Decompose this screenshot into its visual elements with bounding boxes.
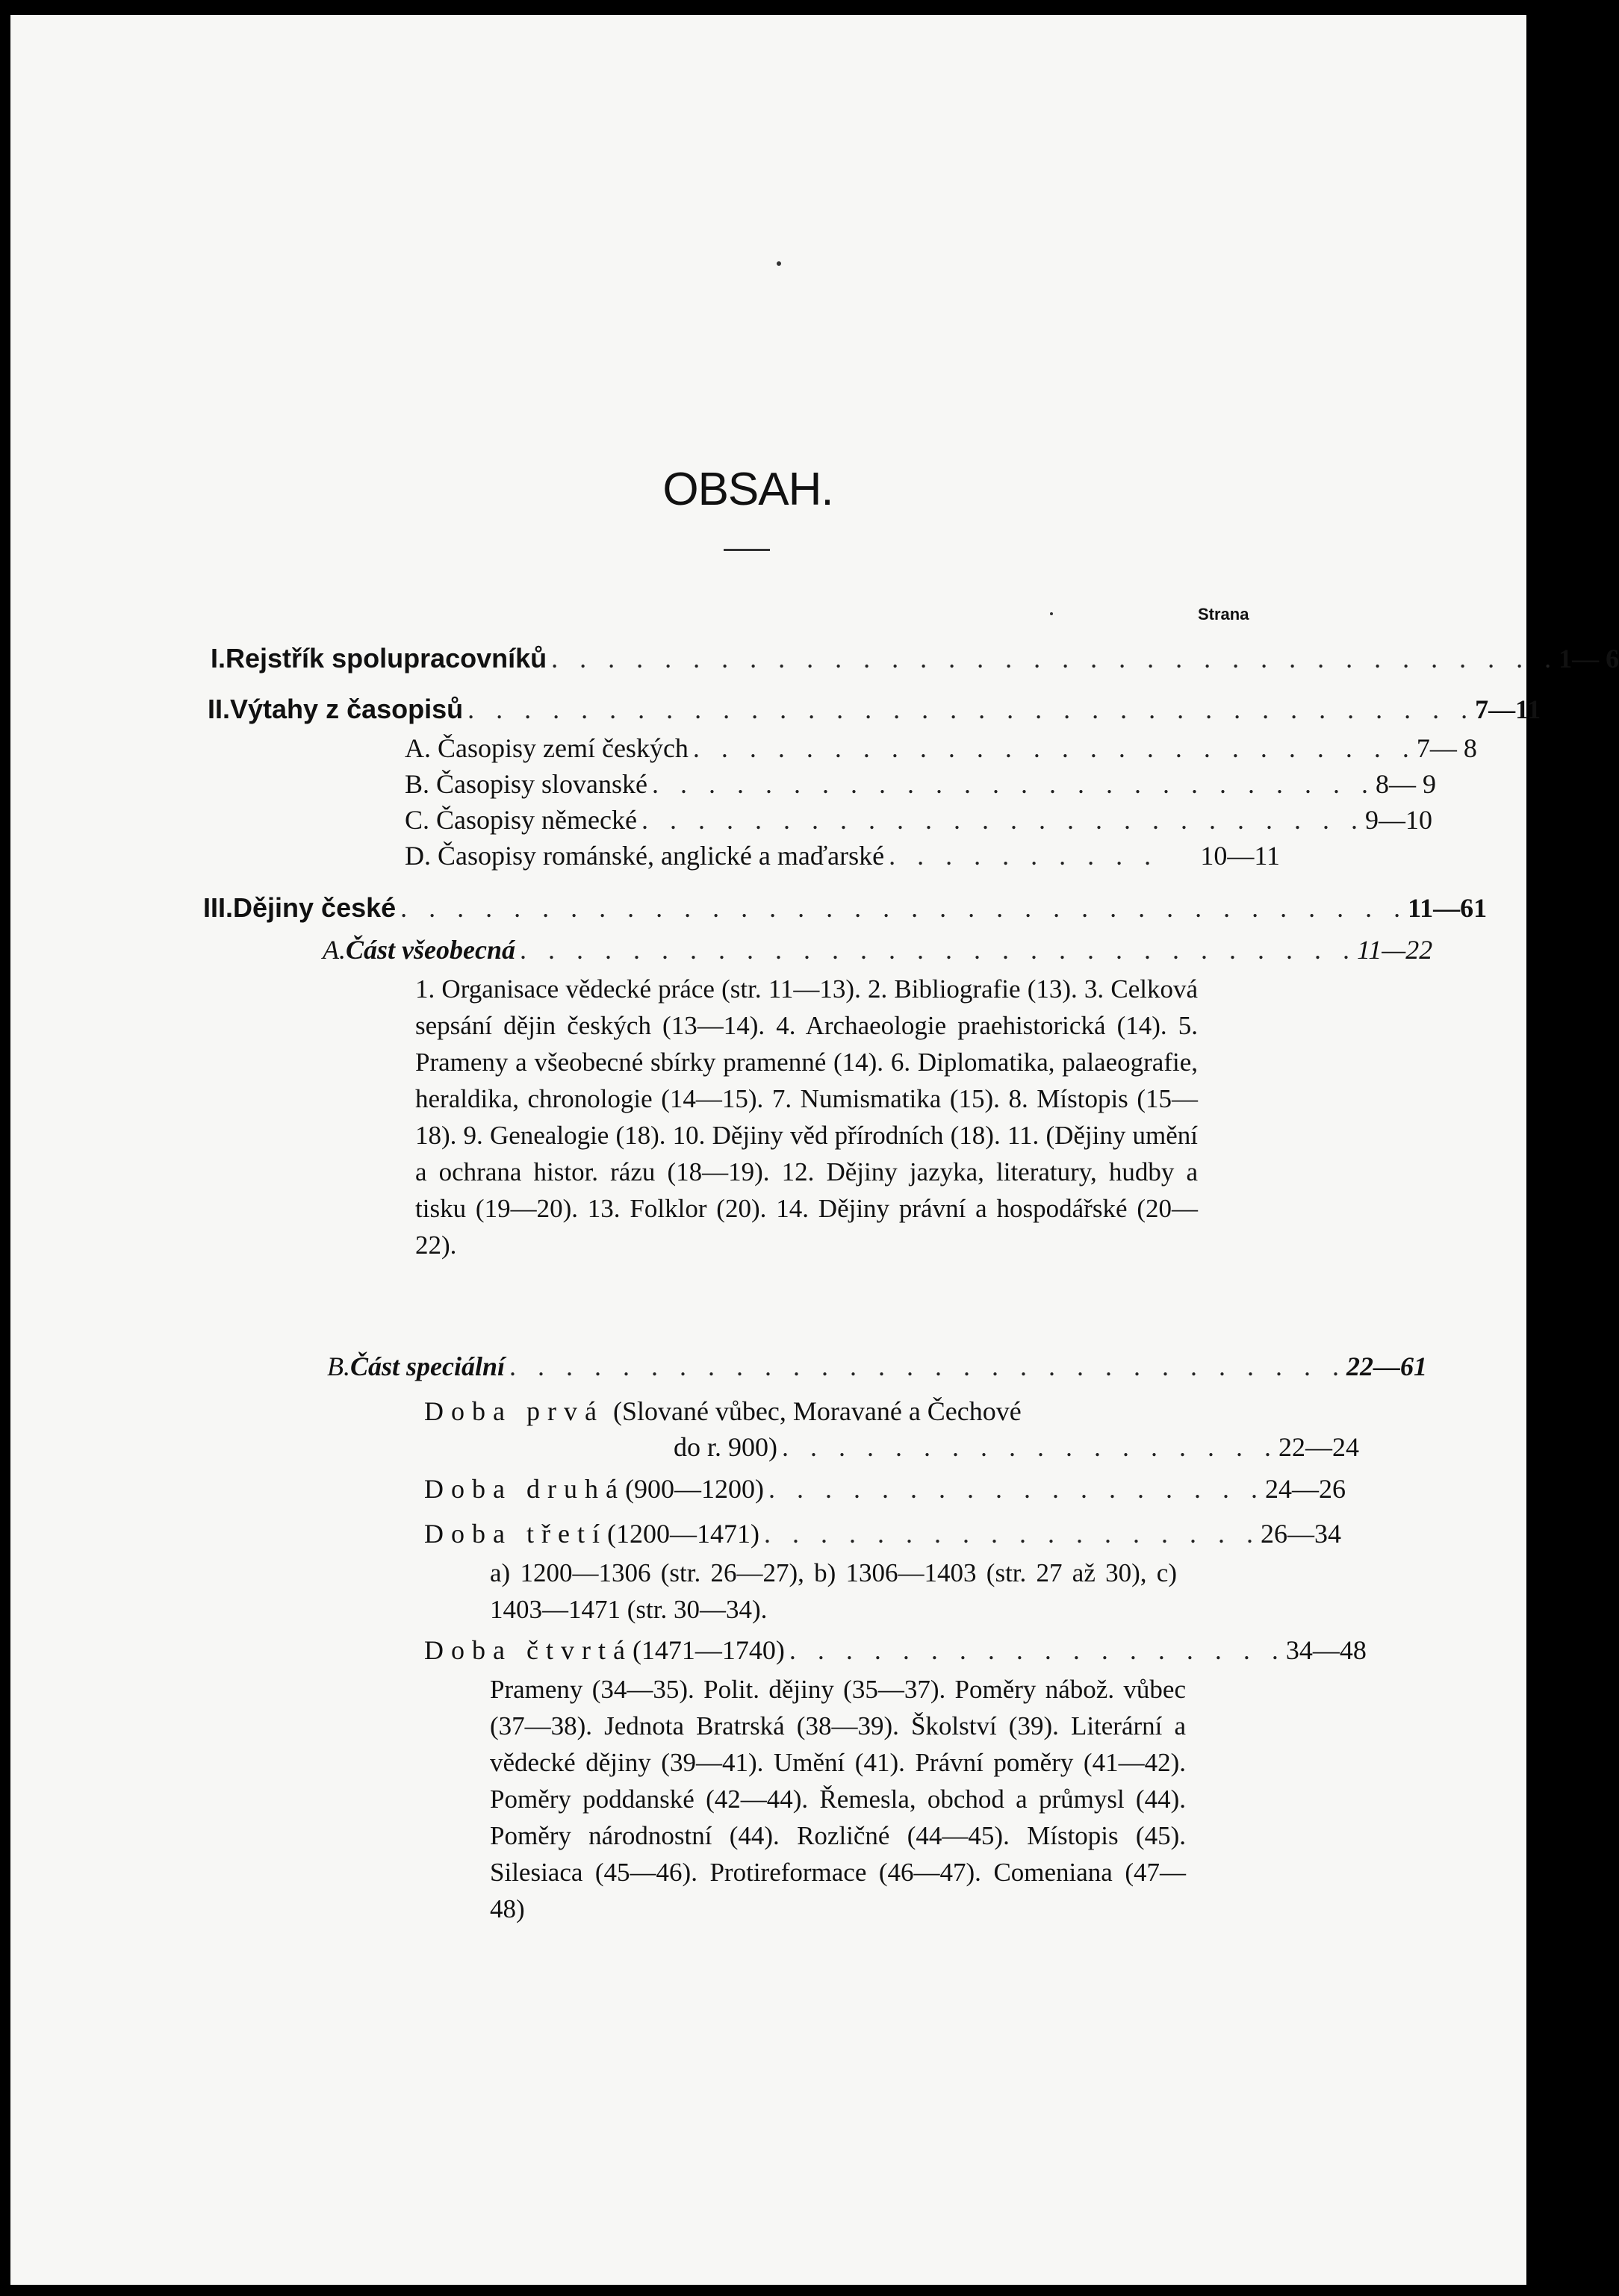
dot-leader: . . . . . . . . . . bbox=[889, 841, 1159, 871]
part-label: Část všeobecná bbox=[346, 935, 515, 965]
page-range: 9—10 bbox=[1364, 805, 1432, 835]
dot-leader: . . . . . . . . . . . . . . . . . . bbox=[789, 1635, 1286, 1665]
page-range: 26—34 bbox=[1260, 1519, 1341, 1549]
subentry-label: D. Časopisy románské, anglické a maďarské bbox=[405, 841, 885, 871]
period-1-line-1[interactable] bbox=[424, 1393, 1287, 1429]
subentry-label: C. Časopisy německé bbox=[405, 805, 637, 835]
toc-subentry-B[interactable] bbox=[405, 766, 1437, 802]
dot-leader: . . . . . . . . . . . . . . . . . . . . . . . . . . . . . . . . . . . . bbox=[400, 893, 1408, 923]
toc-subentry-D[interactable] bbox=[405, 838, 1280, 874]
period-description: (1200—1471) bbox=[606, 1519, 759, 1549]
page-range: 11—22 bbox=[1356, 935, 1433, 965]
part-A-contents: 1. Organisace vědecké práce (str. 11—13). 2. Bibliografie (13). 3. Celková sepsání dějin českých (13—14). 4. Archaeologie praehistorická (14). 5. Prameny a všeobecné sbírky pramenné (14). 6. Diplomatika, palaeografie, heraldika, chronologie (14—15). 7. Numismatika (15). 8. Místopis (15—18). 9. Genealogie (18). 10. Dějiny věd přírodních (18). 11. (Dějiny umění a ochrana histor. rázu (18—19). 12. Dějiny jazyka, literatury, hudby a tisku (19—20). 13. Folklor (20). 14. Dějiny právní a hospodářské (20—22). bbox=[415, 974, 1198, 1260]
period-3[interactable] bbox=[424, 1516, 1341, 1552]
print-speck bbox=[1050, 612, 1053, 615]
period-2[interactable] bbox=[424, 1471, 1346, 1507]
dot-leader: . . . . . . . . . . . . . . . . . . . . . . . . . . bbox=[692, 733, 1417, 763]
page-range: 7— 8 bbox=[1416, 733, 1477, 763]
section-label: Výtahy z časopisů bbox=[230, 694, 464, 724]
page-range: 10—11 bbox=[1200, 841, 1280, 871]
toc-entry-II[interactable] bbox=[208, 691, 1541, 727]
period-description: (Slované vůbec, Moravané a Čechové bbox=[612, 1396, 1022, 1426]
toc-subentry-C[interactable] bbox=[405, 802, 1432, 838]
page-column-header: Strana bbox=[1198, 605, 1249, 623]
print-speck bbox=[777, 261, 781, 266]
period-description: (900—1200) bbox=[624, 1474, 764, 1504]
toc-part-A[interactable] bbox=[323, 932, 1433, 968]
page-range: 7—11 bbox=[1475, 694, 1541, 724]
dot-leader: . . . . . . . . . . . . . . . . . . . . . . . . . . . . . . . . . . . . bbox=[467, 694, 1476, 724]
page-range: 8— 9 bbox=[1376, 769, 1437, 799]
period-3-contents: a) 1200—1306 (str. 26—27), b) 1306—1403 (str. 27 až 30), c) 1403—1471 (str. 30—34). bbox=[490, 1558, 1177, 1624]
period-1-line-2[interactable] bbox=[674, 1429, 1359, 1465]
period-4-contents: Prameny (34—35). Polit. dějiny (35—37). Poměry nábož. vůbec (37—38). Jednota Bratrská (38—39). Školství (39). Literární a vědecké dějiny (39—41). Umění (41). Právní poměry (41—42). Poměry poddanské (42—44). Řemesla, obchod a průmysl (44). Poměry národnostní (44). Rozličné (44—45). Místopis (45). Silesiaca (45—46). Protireformace (46—47). Comeniana (47—48) bbox=[490, 1675, 1186, 1923]
title-rule bbox=[724, 549, 770, 551]
dot-leader: . . . . . . . . . . . . . . . . . . bbox=[763, 1519, 1261, 1549]
page-range: 22—24 bbox=[1278, 1432, 1359, 1462]
toc-part-B[interactable] bbox=[327, 1348, 1428, 1384]
period-name: Doba druhá bbox=[424, 1474, 625, 1504]
dot-leader: . . . . . . . . . . . . . . . . . . . . . . . . . . bbox=[652, 769, 1376, 799]
section-number: III. bbox=[203, 892, 234, 923]
dot-leader: . . . . . . . . . . . . . . . . . . bbox=[782, 1432, 1278, 1462]
period-name: Doba prvá bbox=[424, 1396, 604, 1426]
section-number: II. bbox=[208, 694, 231, 724]
page-range: 22—61 bbox=[1346, 1351, 1428, 1381]
document-page bbox=[10, 15, 1619, 2285]
dot-leader: . . . . . . . . . . . . . . . . . . . . . . . . . . . . . . . . . . . . bbox=[551, 644, 1559, 673]
page-range: 24—26 bbox=[1264, 1474, 1346, 1504]
section-label: Rejstřík spolupracovníků bbox=[226, 643, 547, 673]
page-range: 34—48 bbox=[1285, 1635, 1367, 1665]
page-range: 1— 6 bbox=[1559, 644, 1619, 673]
toc-entry-I[interactable] bbox=[211, 641, 1619, 676]
part-letter: A. bbox=[323, 935, 346, 965]
toc-subentry-A[interactable] bbox=[405, 730, 1477, 766]
subentry-label: B. Časopisy slovanské bbox=[405, 769, 648, 799]
period-name: Doba třetí bbox=[424, 1519, 607, 1549]
page-title: OBSAH. bbox=[662, 464, 833, 515]
dot-leader: . . . . . . . . . . . . . . . . . . . . . . . . . . bbox=[641, 805, 1365, 835]
period-4[interactable] bbox=[424, 1632, 1367, 1668]
period-name: Doba čtvrtá bbox=[424, 1635, 633, 1665]
period-description-cont: do r. 900) bbox=[674, 1432, 777, 1462]
part-letter: B. bbox=[327, 1351, 350, 1381]
section-label: Dějiny české bbox=[233, 892, 397, 923]
dot-leader: . . . . . . . . . . . . . . . . . . bbox=[768, 1474, 1265, 1504]
period-description: (1471—1740) bbox=[632, 1635, 785, 1665]
dot-leader: . . . . . . . . . . . . . . . . . . . . . . . . . . . . . . bbox=[509, 1351, 1347, 1381]
subentry-label: A. Časopisy zemí českých bbox=[405, 733, 689, 763]
part-label: Část speciální bbox=[350, 1351, 506, 1381]
dot-leader: . . . . . . . . . . . . . . . . . . . . . . . . . . . . . . bbox=[519, 935, 1357, 965]
toc-entry-III[interactable] bbox=[203, 890, 1488, 926]
page-range: 11—61 bbox=[1408, 893, 1488, 923]
section-number: I. bbox=[211, 643, 226, 673]
